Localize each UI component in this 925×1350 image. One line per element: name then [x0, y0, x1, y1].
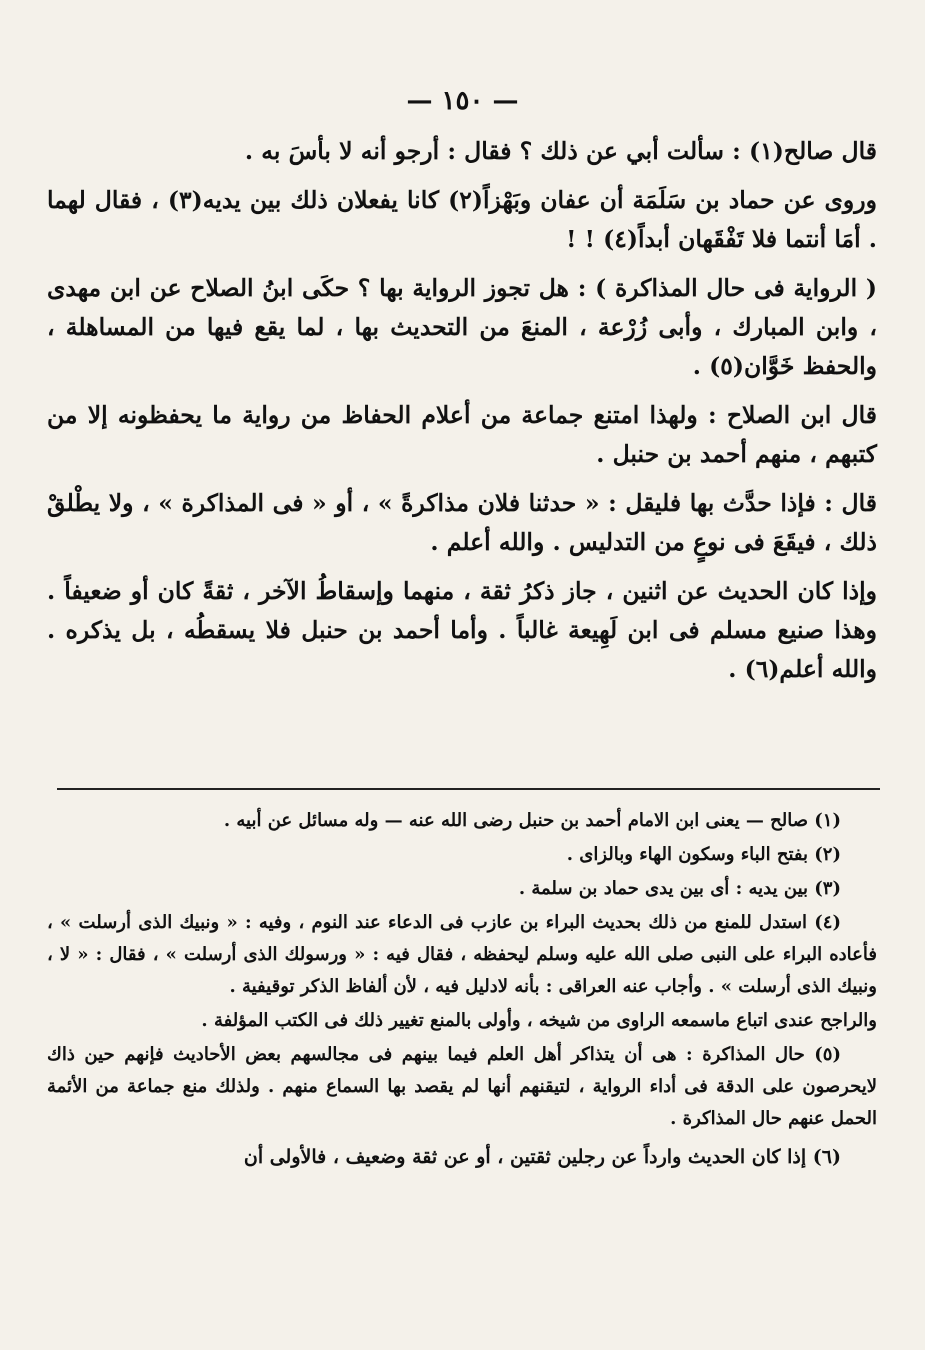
footnote: (١) صالح — يعنى ابن الامام أحمد بن حنبل رضى الله عنه — وله مسائل عن أبيه . [223, 810, 841, 831]
paragraph: قال صالح(١) : سألت أبي عن ذلك ؟ فقال : أرجو أنه لا بأسَ به . [244, 137, 877, 165]
paragraph: ( الرواية فى حال المذاكرة ) : هل تجوز الرواية بها ؟ حكَى ابنُ الصلاح عن ابن مهدى ، وابن المبارك ، وأبى زُرْعة ، المنعَ من التحديث بها ، لما يقع فيها من المساهلة ، والحفظ خَوَّان(٥) . [47, 274, 877, 380]
paragraph: قال : فإذا حدَّث بها فليقل : « حدثنا فلان مذاكرةً » ، أو « فى المذاكرة » ، ولا يطْلقْ ذلك ، فيقَعَ فى نوعٍ من التدليس . والله أعلم . [47, 489, 877, 556]
footnote: والراجح عندى اتباع ماسمعه الراوى من شيخه ، وأولى بالمنع تغيير ذلك فى الكتب المؤلفة . [201, 1010, 877, 1031]
main-text [47, 132, 877, 699]
footnote: (٣) بين يديه : أى بين يدى حماد بن سلمة . [518, 878, 841, 899]
paragraph: قال ابن الصلاح : ولهذا امتنع جماعة من أعلام الحفاظ من رواية ما يحفظونه إلا من كتبهم ، منهم أحمد بن حنبل . [47, 401, 877, 468]
footnote-divider [57, 788, 880, 790]
page-number: — ١٥٠ — [406, 86, 519, 116]
footnote: (٦) إذا كان الحديث وارداً عن رجلين ثقتين ، أو عن ثقة وضعيف ، فالأولى أن [243, 1146, 841, 1168]
paragraph: وإذا كان الحديث عن اثنين ، جاز ذكرُ ثقة ، منهما وإسقاطُ الآخر ، ثقةً كان أو ضعيفاً . وهذا صنيع مسلم فى ابن لَهِيعة غالباً . وأما أحمد بن حنبل فلا يسقطُه ، بل يذكره . والله أعلم(٦) . [47, 577, 877, 683]
footnote: (٤) استدل للمنع من ذلك بحديث البراء بن عازب فى الدعاء عند النوم ، وفيه : « ونبيك الذى أرسلت » ، فأعاده البراء على النبى صلى الله عليه وسلم ليحفظه ، فقال فيه : « ورسولك الذى أرسلت » ، فقال : « لا ، ونبيك الذى أرسلت » . وأجاب عنه العراقى : بأنه لادليل فيه ، لأن ألفاظ الذكر توقيفية . [47, 912, 877, 997]
paragraph: وروى عن حماد بن سَلَمَة أن عفان وبَهْزاً(٢) كانا يفعلان ذلك بين يديه(٣) ، فقال لهما . أمَا أنتما فلا تَفْقَهان أبداً(٤) ! ! [47, 186, 877, 253]
footnote: (٢) بفتح الباء وسكون الهاء وبالزاى . [566, 844, 841, 865]
footnotes [47, 805, 877, 1175]
footnote: (٥) حال المذاكرة : هى أن يتذاكر أهل العلم فيما بينهم فى مجالسهم بعض الأحاديث فإنهم حين ذاك لايحرصون على الدقة فى أداء الرواية ، لتيقنهم أنها لم يقصد بها السماع منهم . ولذلك منع جماعة من الأئمة الحمل عنهم حال المذاكرة . [47, 1044, 877, 1129]
